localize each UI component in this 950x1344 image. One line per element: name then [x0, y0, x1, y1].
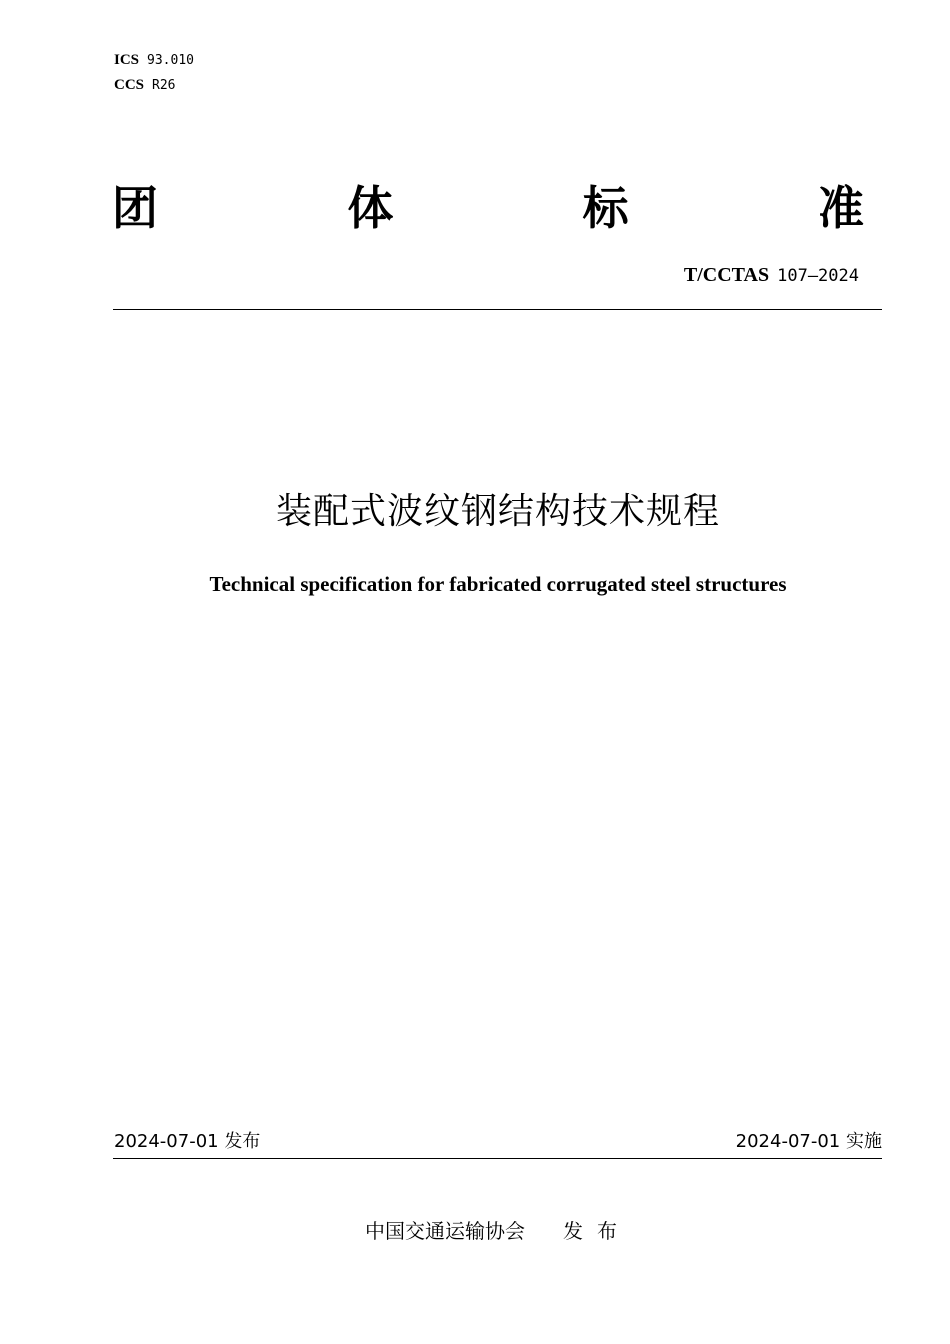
ccs-value: R26: [152, 78, 176, 93]
ccs-label: CCS: [114, 77, 145, 93]
bottom-divider: [113, 1158, 882, 1159]
standard-type-char: 准: [817, 181, 864, 235]
standard-code-number: 107—2024: [777, 266, 859, 286]
ics-value: 93.010: [147, 53, 194, 68]
ics-label: ICS: [114, 52, 140, 68]
publisher-organization: 中国交通运输协会: [365, 1219, 525, 1243]
standard-code: [684, 264, 859, 287]
document-title-english: Technical specification for fabricated corrugated steel structures: [209, 572, 787, 596]
standard-code-prefix: T/CCTAS: [683, 264, 770, 286]
publisher-line: [0, 1218, 950, 1244]
implementation-date: 2024-07-01 实施: [735, 1131, 882, 1152]
top-divider: [113, 309, 882, 310]
standard-type-char: 标: [582, 181, 629, 235]
standard-type-char: 体: [347, 181, 394, 235]
publisher-action: 发布: [563, 1219, 631, 1243]
ccs-code: [114, 77, 176, 94]
standard-type-heading: [112, 178, 864, 238]
standard-type-char: 团: [112, 181, 158, 235]
document-title-chinese: 装配式波纹钢结构技术规程: [275, 491, 720, 532]
publication-date: 2024-07-01 发布: [114, 1131, 261, 1152]
ics-code: [114, 52, 194, 69]
